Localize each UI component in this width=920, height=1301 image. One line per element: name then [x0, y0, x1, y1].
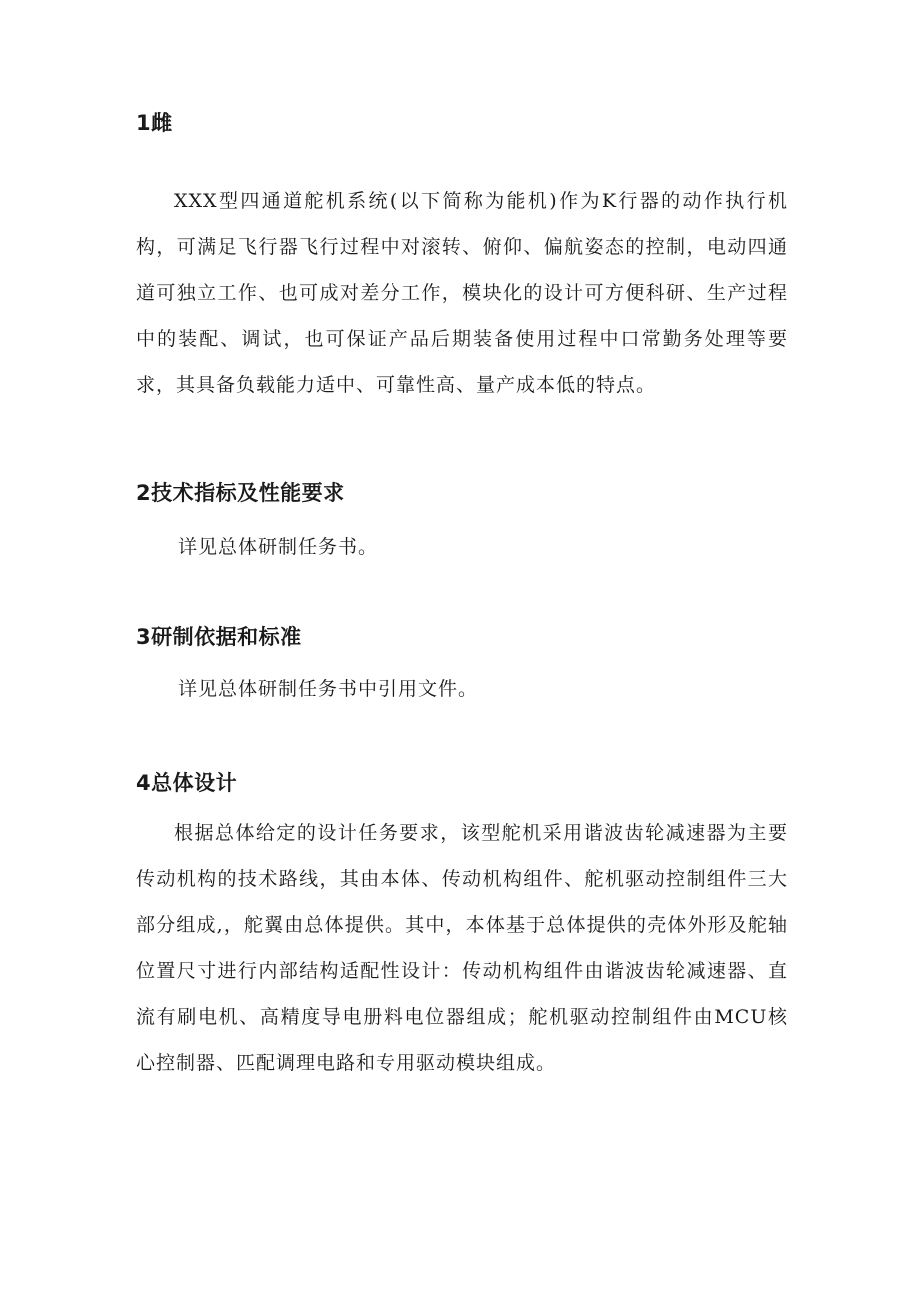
section-4-body: 根据总体给定的设计任务要求，该型舵机采用谐波齿轮减速器为主要传动机构的技术路线，其由本体、传动机构组件、舵机驱动控制组件三大部分组成,，舵翼由总体提供。其中，本体基于总体提供的壳体外形及舵轴位置尺寸进行内部结构适配性设计：传动机构组件由谐波齿轮减速器、直流有刷电机、高精度导电册料电位器组成；舵机驱动控制组件由MCU核心控制器、匹配调理电路和专用驱动模块组成。	[136, 822, 788, 1074]
section-1	[136, 108, 788, 408]
section-1-heading: 1雌	[136, 111, 173, 135]
section-2-body: 详见总体研制任务书。	[178, 536, 379, 558]
section-3	[136, 622, 788, 704]
section-1-body: XXX型四通道舵机系统(以下简称为能机)作为K行器的动作执行机构，可满足飞行器飞行过程中对滚转、俯仰、偏航姿态的控制，电动四通道可独立工作、也可成对差分工作，模块化的设计可方便科研、生产过程中的装配、调试，也可保证产品后期装备使用过程中口常勤务处理等要求，其具备负载能力适中、可靠性高、量产成本低的特点。	[136, 190, 788, 396]
section-3-heading: 3研制依据和标准	[136, 625, 302, 649]
section-2	[136, 478, 788, 562]
section-4-heading: 4总体设计	[136, 771, 238, 795]
section-2-heading: 2技术指标及性能要求	[136, 481, 345, 505]
section-3-body: 详见总体研制任务书中引用文件。	[178, 678, 479, 700]
section-4	[136, 768, 788, 1086]
